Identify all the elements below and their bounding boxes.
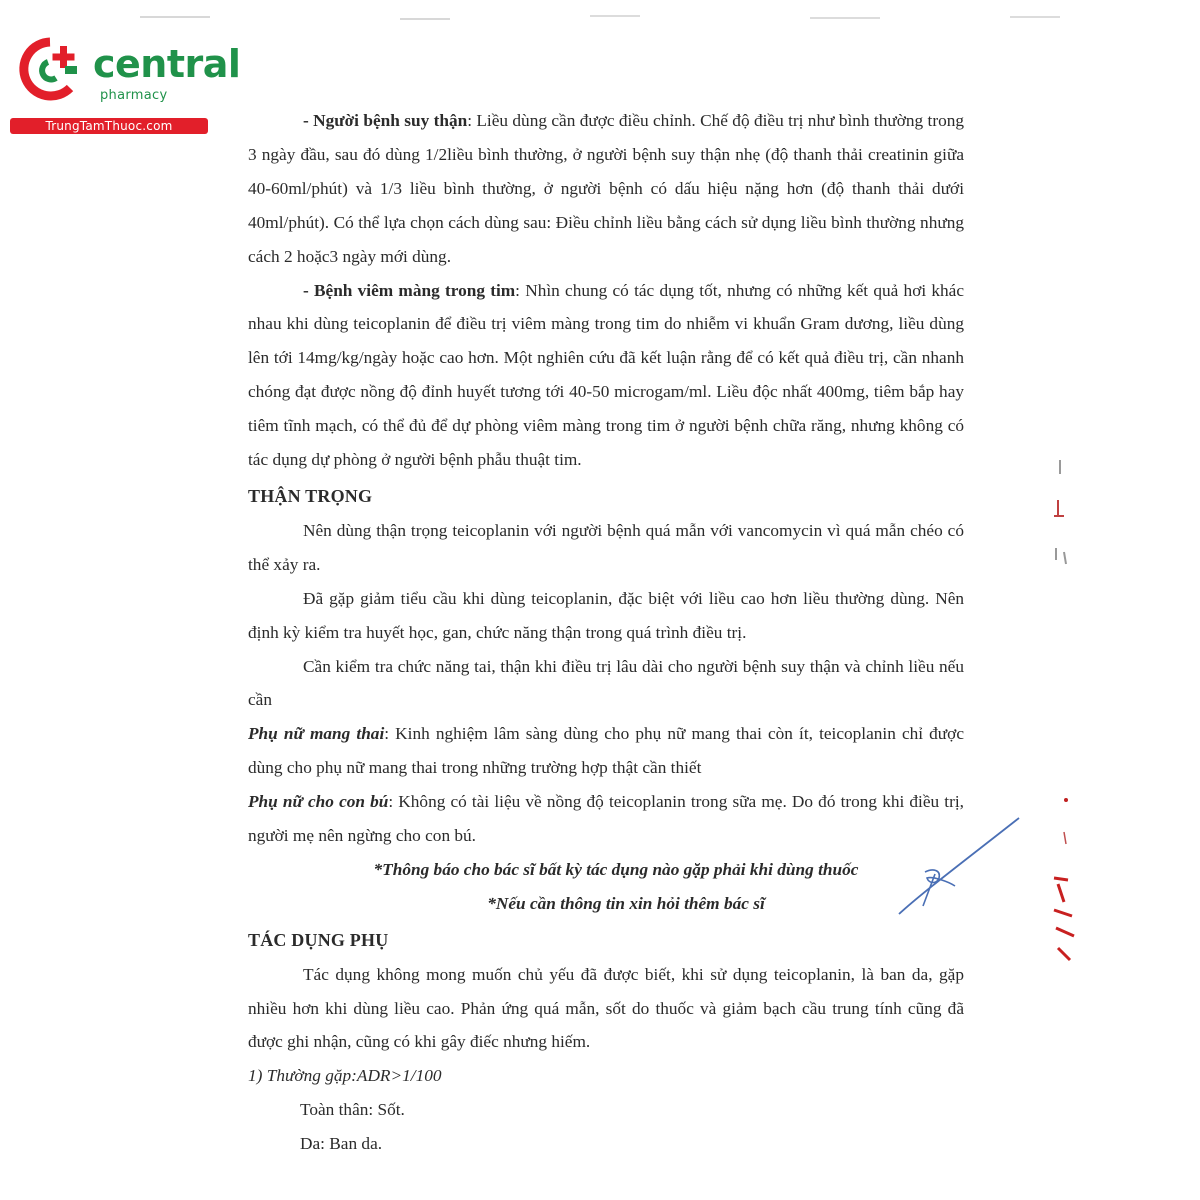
doctor-notice: *Thông báo cho bác sĩ bất kỳ tác dụng nào gặp phải khi dùng thuốc xyxy=(373,859,859,879)
side-effects-heading: TÁC DỤNG PHỤ xyxy=(248,929,389,950)
pregnant-label: Phụ nữ mang thai xyxy=(248,724,385,744)
kidney-label: - Người bệnh suy thận xyxy=(303,111,468,130)
caution-paragraph: Cần kiểm tra chức năng tai, thận khi điều trị lâu dài cho người bệnh suy thận và chỉnh liều nếu cần xyxy=(248,656,964,710)
signature-scribble xyxy=(893,812,1033,922)
endocarditis-label: - Bệnh viêm màng trong tim xyxy=(303,280,516,300)
side-effect-item: Toàn thân: Sốt. xyxy=(300,1100,405,1120)
endocarditis-paragraph xyxy=(248,274,964,477)
pregnant-paragraph xyxy=(248,717,964,785)
scan-artifact-marks xyxy=(120,10,1080,24)
brand-logo xyxy=(10,36,241,136)
common-effects-heading: 1) Thường gặp:ADR>1/100 xyxy=(248,1066,442,1086)
kidney-text: : Liều dùng cần được điều chỉnh. Chế độ điều trị như bình thường trong 3 ngày đầu, sau đó dùng 1/2liều bình thường, ở người bệnh suy thận nhẹ (độ thanh thải creatinin giữa 40-60ml/phút) và 1/3 liều bình thường, ở người bệnh có dấu hiệu nặng hơn (độ thanh thải dưới 40ml/phút). Có thể lựa chọn cách dùng sau: Điều chỉnh liều bằng cách sử dụng liều bình thường nhưng cách 2 hoặc3 ngày mới dùng. xyxy=(248,111,964,266)
stamp-fragment-marks xyxy=(1044,460,1084,980)
pharmacy-cross-icon xyxy=(10,36,88,106)
endocarditis-text: : Nhìn chung có tác dụng tốt, nhưng có những kết quả hơi khác nhau khi dùng teicoplanin để điều trị viêm màng trong tim do nhiễm vi khuẩn Gram dương, liều dùng lên tới 14mg/kg/ngày hoặc cao hơn. Một nghiên cứu đã kết luận rằng để có kết quả điều trị, cần nhanh chóng đạt được nồng độ đỉnh huyết tương tới 40-50 microgam/ml. Liều độc nhất 400mg, tiêm bắp hay tiêm tĩnh mạch, có thể đủ để dự phòng viêm màng trong tim ở người bệnh chữa răng, nhưng không có tác dụng dự phòng ở người bệnh phẫu thuật tim. xyxy=(248,280,964,470)
side-effects-paragraph: Tác dụng không mong muốn chủ yếu đã được biết, khi sử dụng teicoplanin, là ban da, gặp nhiều hơn khi dùng liều cao. Phản ứng quá mẫn, sốt do thuốc và giảm bạch cầu trung tính cũng đã được ghi nhận, cũng có khi gây điếc nhưng hiếm. xyxy=(248,964,964,1052)
breastfeeding-paragraph xyxy=(248,785,964,853)
breastfeeding-text: : Không có tài liệu về nồng độ teicoplanin trong sữa mẹ. Do đó trong khi điều trị, người mẹ nên ngừng cho con bú. xyxy=(248,792,964,846)
kidney-paragraph xyxy=(248,104,964,274)
brand-name: central xyxy=(93,42,241,86)
doctor-info-notice: *Nếu cần thông tin xin hỏi thêm bác sĩ xyxy=(487,893,765,913)
breastfeeding-label: Phụ nữ cho con bú xyxy=(248,792,389,812)
caution-paragraph: Đã gặp giảm tiểu cầu khi dùng teicoplanin, đặc biệt với liều cao hơn liều thường dùng. Nên định kỳ kiểm tra huyết học, gan, chức năng thận trong quá trình điều trị. xyxy=(248,588,964,642)
caution-paragraph: Nên dùng thận trọng teicoplanin với người bệnh quá mẫn với vancomycin vì quá mẫn chéo có thể xảy ra. xyxy=(248,520,964,574)
caution-heading: THẬN TRỌNG xyxy=(248,485,373,506)
pregnant-text: : Kinh nghiệm lâm sàng dùng cho phụ nữ mang thai còn ít, teicoplanin chỉ được dùng cho phụ nữ mang thai trong những trường hợp thật cần thiết xyxy=(248,724,964,778)
document-body xyxy=(248,104,964,1161)
brand-website: TrungTamThuoc.com xyxy=(10,118,208,134)
side-effect-item: Da: Ban da. xyxy=(300,1134,383,1154)
brand-subtitle: pharmacy xyxy=(100,88,168,103)
